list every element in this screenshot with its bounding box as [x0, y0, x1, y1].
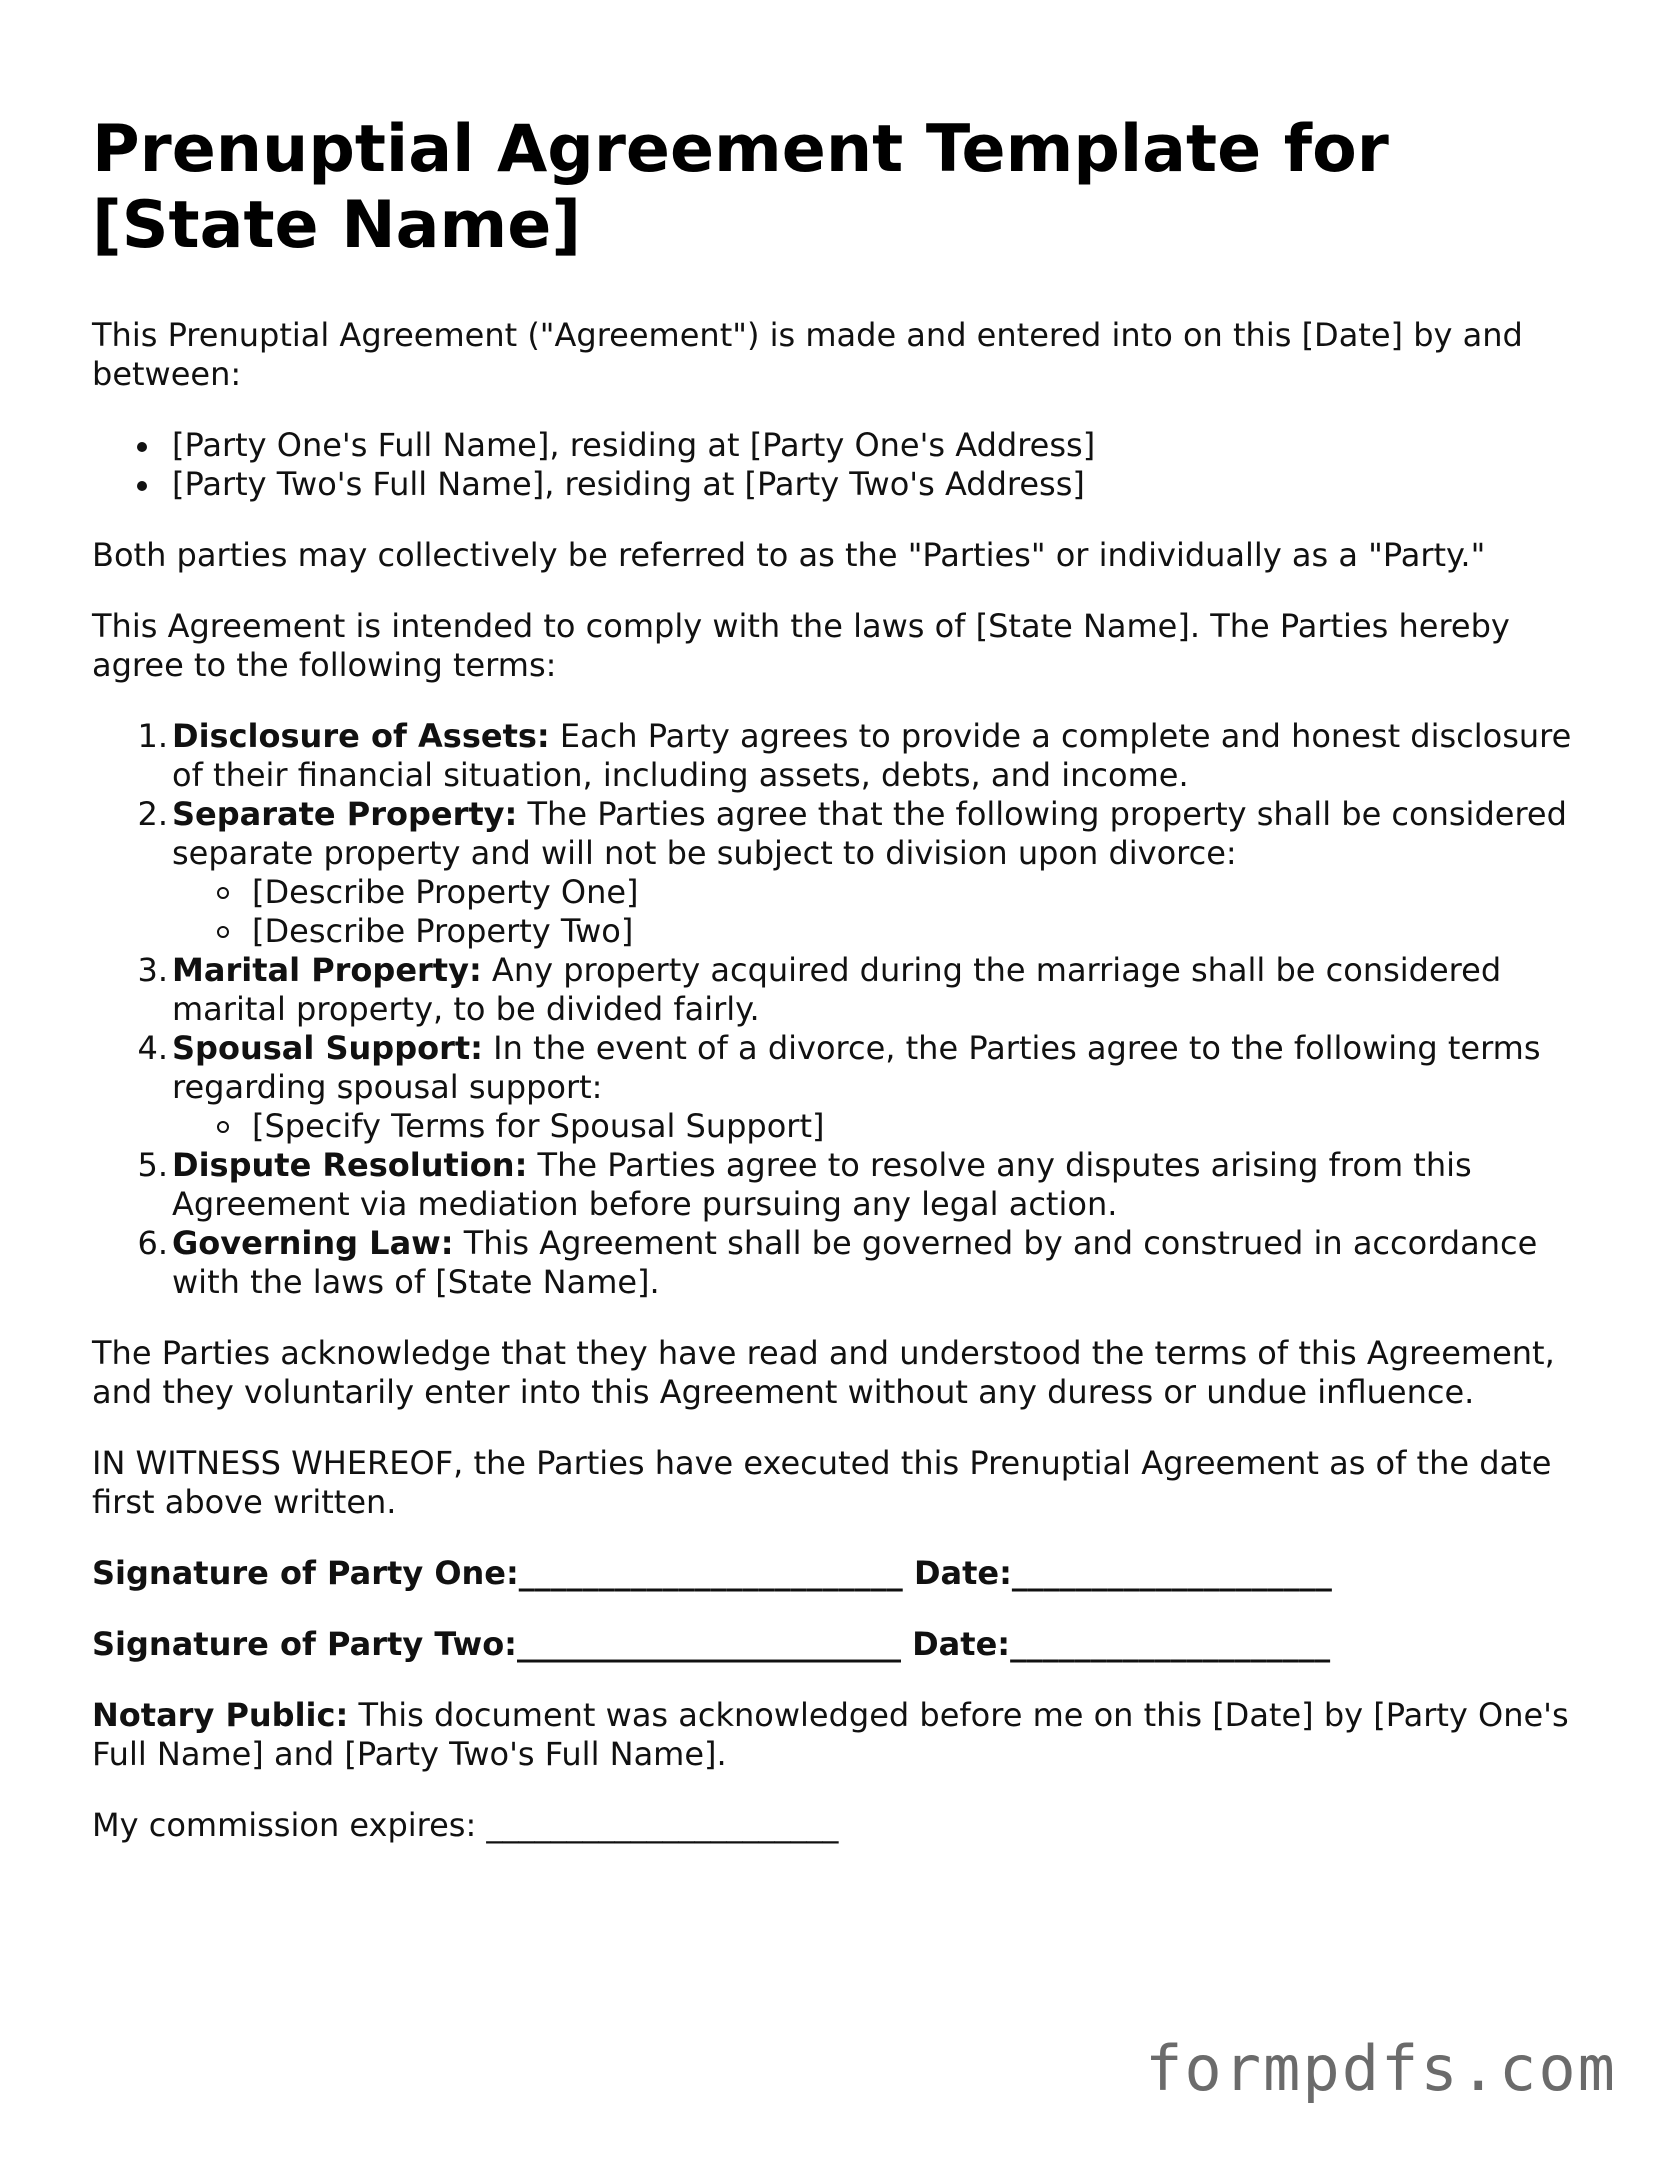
- term-text: Each Party agrees to provide a complete and honest disclosure of their financial situation, including assets, debts, and income.: [172, 717, 1572, 794]
- term-number: 4.: [137, 1029, 168, 1067]
- term-text: Any property acquired during the marriage shall be considered marital property, to be divided fairly.: [172, 951, 1502, 1028]
- term-text: This Agreement shall be governed by and construed in accordance with the laws of [State Name].: [172, 1224, 1538, 1301]
- collective-paragraph: Both parties may collectively be referred to as the "Parties" or individually as a "Party.": [92, 536, 1486, 574]
- term-number: 5.: [137, 1146, 168, 1184]
- term-heading: Dispute Resolution:: [172, 1146, 528, 1184]
- term-heading: Spousal Support:: [172, 1029, 483, 1067]
- page-title: Prenuptial Agreement Template for [State Name]: [92, 112, 1389, 263]
- term-number: 1.: [137, 717, 168, 755]
- signature-line-party-one[interactable]: Signature of Party One:________________________ Date:____________________: [92, 1554, 1332, 1592]
- watermark-logo: formpdfs.com: [1145, 2032, 1617, 2105]
- notary-text: This document was acknowledged before me on this [Date] by [Party One's Full Name] and [Party Two's Full Name].: [92, 1696, 1569, 1773]
- term-heading: Governing Law:: [172, 1224, 454, 1262]
- term-number: 6.: [137, 1224, 168, 1262]
- witness-paragraph: IN WITNESS WHEREOF, the Parties have executed this Prenuptial Agreement as of the date first above written.: [92, 1444, 1552, 1521]
- notary-paragraph: [92, 1696, 1592, 1774]
- term-number: 2.: [137, 795, 168, 833]
- term-heading: Separate Property:: [172, 795, 518, 833]
- signature-line-party-two[interactable]: Signature of Party Two:________________________ Date:____________________: [92, 1625, 1331, 1663]
- list-item: [Party One's Full Name], residing at [Party One's Address]: [92, 426, 1592, 465]
- term-text: In the event of a divorce, the Parties agree to the following terms regarding spousal support:: [172, 1029, 1541, 1106]
- commission-line[interactable]: My commission expires: ______________________: [92, 1806, 839, 1844]
- term-item-spousal-support: [92, 1029, 1592, 1146]
- list-item: [Party Two's Full Name], residing at [Party Two's Address]: [92, 465, 1592, 504]
- notary-label: Notary Public:: [92, 1696, 349, 1734]
- term-item-governing-law: [92, 1224, 1592, 1302]
- sub-list-item: [Describe Property One]: [172, 873, 1592, 912]
- acknowledge-paragraph: The Parties acknowledge that they have read and understood the terms of this Agreement, and they voluntarily enter into this Agreement without any duress or undue influence.: [92, 1334, 1555, 1411]
- term-text: The Parties agree to resolve any disputes arising from this Agreement via mediation before pursuing any legal action.: [172, 1146, 1472, 1223]
- term-item-separate-property: [92, 795, 1592, 951]
- terms-list: [92, 717, 1592, 1302]
- sub-list-item: [Specify Terms for Spousal Support]: [172, 1107, 1592, 1146]
- comply-paragraph: This Agreement is intended to comply with the laws of [State Name]. The Parties hereby agree to the following terms:: [92, 607, 1510, 684]
- term-heading: Disclosure of Assets:: [172, 717, 550, 755]
- sub-list: [172, 1107, 1592, 1146]
- term-item-disclosure: [92, 717, 1592, 795]
- document-page: [92, 112, 1592, 1845]
- term-item-dispute-resolution: [92, 1146, 1592, 1224]
- sub-list-item: [Describe Property Two]: [172, 912, 1592, 951]
- parties-list: [92, 426, 1592, 504]
- term-text: The Parties agree that the following property shall be considered separate property and will not be subject to division upon divorce:: [172, 795, 1567, 872]
- sub-list: [172, 873, 1592, 951]
- term-item-marital-property: [92, 951, 1592, 1029]
- term-heading: Marital Property:: [172, 951, 482, 989]
- intro-paragraph: This Prenuptial Agreement ("Agreement") is made and entered into on this [Date] by and between:: [92, 316, 1523, 393]
- term-number: 3.: [137, 951, 168, 989]
